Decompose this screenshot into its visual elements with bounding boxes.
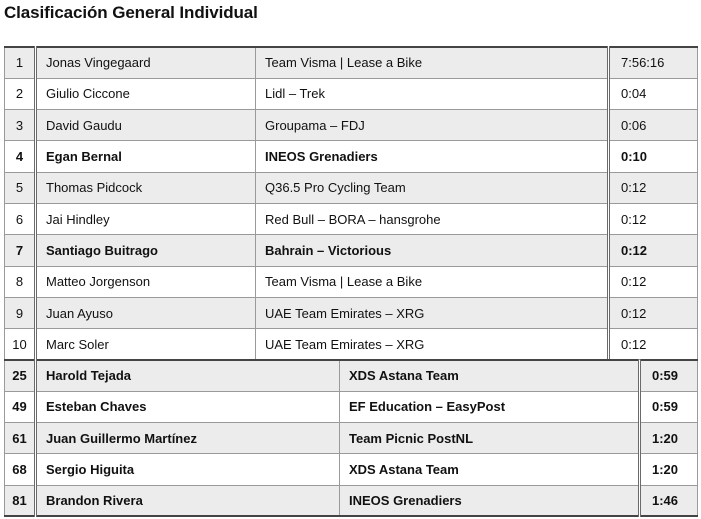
time-cell: 0:12: [609, 203, 698, 234]
position-cell: 1: [5, 47, 36, 78]
time-cell: 0:12: [609, 172, 698, 203]
rider-cell: Harold Tejada: [36, 360, 340, 391]
time-cell: 0:12: [609, 266, 698, 297]
position-cell: 8: [5, 266, 36, 297]
table-row: [5, 266, 698, 297]
time-cell: 0:59: [640, 360, 698, 391]
rider-cell: Matteo Jorgenson: [36, 266, 256, 297]
team-cell: Red Bull – BORA – hansgrohe: [256, 203, 609, 234]
table-row: [5, 78, 698, 109]
table-row: [5, 391, 698, 422]
time-cell: 0:59: [640, 391, 698, 422]
table-row: [5, 203, 698, 234]
rider-cell: David Gaudu: [36, 110, 256, 141]
table-row: [5, 47, 698, 78]
rider-cell: Jonas Vingegaard: [36, 47, 256, 78]
position-cell: 5: [5, 172, 36, 203]
time-cell: 0:12: [609, 329, 698, 360]
position-cell: 9: [5, 297, 36, 328]
time-cell: 1:20: [640, 454, 698, 485]
team-cell: INEOS Grenadiers: [340, 485, 640, 516]
team-cell: Team Picnic PostNL: [340, 423, 640, 454]
team-cell: Q36.5 Pro Cycling Team: [256, 172, 609, 203]
team-cell: Bahrain – Victorious: [256, 235, 609, 266]
team-cell: XDS Astana Team: [340, 454, 640, 485]
team-cell: UAE Team Emirates – XRG: [256, 297, 609, 328]
team-cell: UAE Team Emirates – XRG: [256, 329, 609, 360]
position-cell: 68: [5, 454, 36, 485]
rider-cell: Marc Soler: [36, 329, 256, 360]
position-cell: 4: [5, 141, 36, 172]
page-title: Clasificación General Individual: [4, 3, 258, 22]
table-row: [5, 360, 698, 391]
position-cell: 10: [5, 329, 36, 360]
classification-table-top: [4, 46, 698, 360]
position-cell: 61: [5, 423, 36, 454]
table-row: [5, 235, 698, 266]
team-cell: Team Visma | Lease a Bike: [256, 47, 609, 78]
table-row: [5, 110, 698, 141]
rider-cell: Juan Guillermo Martínez: [36, 423, 340, 454]
team-cell: INEOS Grenadiers: [256, 141, 609, 172]
time-cell: 1:20: [640, 423, 698, 454]
table-row: [5, 485, 698, 516]
table-row: [5, 329, 698, 360]
rider-cell: Juan Ayuso: [36, 297, 256, 328]
rider-cell: Esteban Chaves: [36, 391, 340, 422]
time-cell: 0:12: [609, 235, 698, 266]
team-cell: EF Education – EasyPost: [340, 391, 640, 422]
rider-cell: Jai Hindley: [36, 203, 256, 234]
table-row: [5, 172, 698, 203]
time-cell: 0:04: [609, 78, 698, 109]
position-cell: 3: [5, 110, 36, 141]
position-cell: 49: [5, 391, 36, 422]
time-cell: 1:46: [640, 485, 698, 516]
rider-cell: Thomas Pidcock: [36, 172, 256, 203]
time-cell: 0:12: [609, 297, 698, 328]
rider-cell: Santiago Buitrago: [36, 235, 256, 266]
team-cell: Team Visma | Lease a Bike: [256, 266, 609, 297]
rider-cell: Egan Bernal: [36, 141, 256, 172]
table-row: [5, 297, 698, 328]
position-cell: 2: [5, 78, 36, 109]
position-cell: 7: [5, 235, 36, 266]
rider-cell: Sergio Higuita: [36, 454, 340, 485]
position-cell: 25: [5, 360, 36, 391]
time-cell: 0:06: [609, 110, 698, 141]
table-row: [5, 423, 698, 454]
time-cell: 7:56:16: [609, 47, 698, 78]
rider-cell: Brandon Rivera: [36, 485, 340, 516]
position-cell: 81: [5, 485, 36, 516]
classification-table-bottom: [4, 359, 698, 517]
time-cell: 0:10: [609, 141, 698, 172]
team-cell: XDS Astana Team: [340, 360, 640, 391]
table-row: [5, 454, 698, 485]
team-cell: Groupama – FDJ: [256, 110, 609, 141]
position-cell: 6: [5, 203, 36, 234]
team-cell: Lidl – Trek: [256, 78, 609, 109]
rider-cell: Giulio Ciccone: [36, 78, 256, 109]
table-row: [5, 141, 698, 172]
